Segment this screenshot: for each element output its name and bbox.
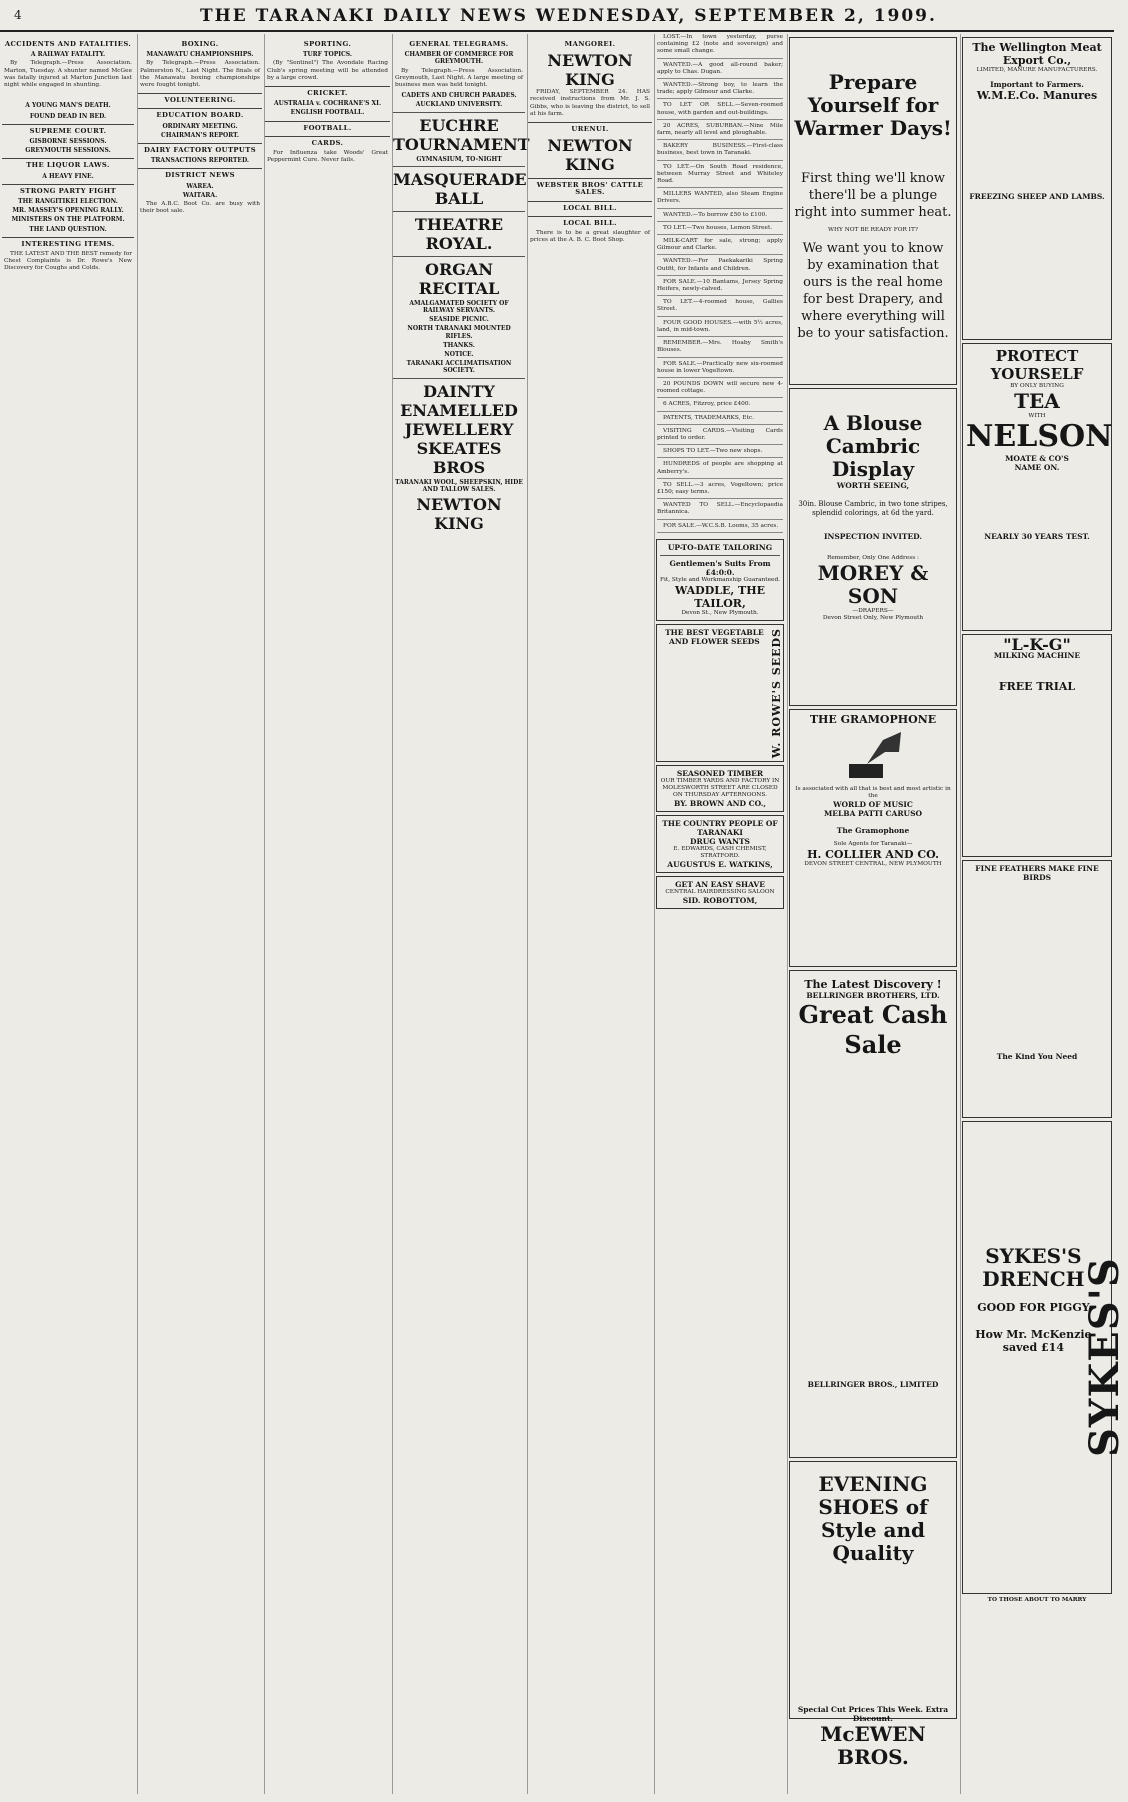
classified-ad: TO LET.—4-roomed house, Gallies Street.	[657, 299, 783, 316]
column-6	[654, 34, 785, 1794]
euchre-heading: EUCHRE TOURNAMENT	[393, 115, 530, 154]
sykes: SYKES'S DRENCH	[982, 1244, 1085, 1291]
tailoring-name: WADDLE, THE TAILOR,	[674, 583, 765, 610]
blouse-sub: WORTH SEEING,	[836, 481, 910, 490]
heading-interesting-items: INTERESTING ITEMS.	[2, 237, 134, 248]
seeds-body	[660, 628, 769, 758]
sub-auckland-university: AUCKLAND UNIVERSITY.	[415, 101, 503, 109]
blouse-ad	[789, 388, 957, 706]
heading-supreme-court: SUPREME COURT.	[2, 124, 134, 135]
gramophone-horn	[843, 730, 903, 782]
masquerade-heading: MASQUERADE BALL	[393, 169, 527, 208]
page-number: 4	[14, 8, 22, 22]
prepare-claim: We want you to know by examination that ours is the real home for best Drapery, and where everything will be to your satisfaction.	[797, 241, 949, 341]
drench-vertical: SYKES'S	[1080, 1257, 1128, 1458]
chemist: E. EDWARDS, CASH CHEMIST, STRATFORD.	[673, 845, 767, 859]
meat-export-ad	[962, 37, 1112, 340]
gym-tonight: GYMNASIUM, TO-NIGHT	[416, 155, 502, 163]
col3-tail: For Influenza take Woods' Great Peppermint Cure. Never fails.	[267, 150, 388, 164]
classified-ad: TO LET.—Two houses, Lemon Street.	[657, 225, 783, 235]
meat-sub: LIMITED, MANURE MANUFACTURERS.	[976, 67, 1098, 73]
heading-general-telegrams: GENERAL TELEGRAMS.	[409, 40, 509, 48]
classified-ad: FOR SALE.—10 Bantams, Jersey Spring Heifers, newly-calved.	[657, 279, 783, 296]
classified-ad: REMEMBER.—Mrs. Hoaby Smith's Blouses.	[657, 340, 783, 357]
heading-party-fight: STRONG PARTY FIGHT	[2, 184, 134, 195]
gramophone-world: WORLD OF MUSIC	[833, 800, 913, 809]
classified-ad: FOR SALE.—W.C.S.B. Looms, 35 acres.	[657, 523, 783, 533]
sub-ministers: MINISTERS ON THE PLATFORM.	[11, 216, 125, 224]
newton-king-lead: FRIDAY, SEPTEMBER 24. HAS received instructions from Mr. J. S. Gibbs, who is leaving the district, to sell at his farm.	[530, 89, 650, 117]
sub-notice: NOTICE.	[444, 351, 474, 359]
prepare-title: Prepare Yourself for Warmer Days!	[794, 70, 952, 140]
theatre-heading: THEATRE ROYAL.	[414, 214, 504, 253]
sub-gisborne: GISBORNE SESSIONS.	[29, 138, 107, 146]
auctioneer: AUGUSTUS E. WATKINS,	[667, 859, 773, 869]
tailoring-title: UP-TO-DATE TAILORING	[667, 542, 773, 552]
tailoring-fit: Fit, Style and Workmanship Guaranteed.	[660, 576, 781, 583]
prepare-why: WHY NOT BE READY FOR IT?	[828, 227, 918, 233]
classified-ad: WANTED.—For Paekakariki Spring Outfit, for Infants and Children.	[657, 258, 783, 275]
timber-title: SEASONED TIMBER	[676, 768, 764, 778]
classified-ad: 6 ACRES, Fitzroy, price £400.	[657, 401, 783, 411]
heading-cricket: CRICKET.	[265, 86, 390, 97]
column-4	[392, 34, 530, 1794]
free-trial: FREE TRIAL	[998, 680, 1076, 693]
bellringer-final: BELLRINGER BROS., LIMITED	[807, 1380, 939, 1389]
telegrams-lead: By Telegraph.—Press Association. Greymouth, Last Night. A large meeting of business men was held tonight.	[395, 67, 523, 89]
sub-turf-topics: TURF TOPICS.	[302, 51, 353, 59]
nelson: NELSON	[966, 419, 1113, 454]
prepare-ad	[789, 37, 957, 385]
gramophone-tag: The Gramophone	[836, 826, 910, 835]
column-2	[137, 34, 262, 1794]
important: Important to Farmers.	[990, 80, 1084, 89]
col1-tail: THE LATEST AND THE BEST remedy for Chest Complaints is Dr. Rowe's New Discovery for Coughs and Colds.	[4, 251, 132, 272]
heading-football: FOOTBALL.	[265, 121, 390, 132]
prepare-body: First thing we'll know there'll be a plunge right into summer heat.	[794, 171, 952, 220]
divider	[393, 211, 525, 212]
shave-ad	[656, 876, 784, 909]
seeds-ad	[656, 624, 784, 762]
sub-australia: AUSTRALIA v. COCHRANE'S XI.	[273, 100, 382, 108]
sub-cadets: CADETS AND CHURCH PARADES.	[401, 92, 517, 100]
latest-title: The Latest Discovery !	[804, 978, 942, 991]
classified-ad: 20 POUNDS DOWN will secure new 4-roomed cottage.	[657, 381, 783, 398]
divider	[393, 166, 525, 167]
masthead-title: THE TARANAKI DAILY NEWS WEDNESDAY, SEPTEMBER 2, 1909.	[200, 6, 937, 26]
classified-ad: VISITING CARDS.—Visiting Cards printed to order.	[657, 428, 783, 445]
gramophone-agent-address: DEVON STREET CENTRAL, NEW PLYMOUTH	[804, 861, 942, 867]
shave-owner: SID. ROBOTTOM,	[682, 895, 758, 905]
shave-body: CENTRAL HAIRDRESSING SALOON	[665, 888, 775, 895]
tailoring-ad	[656, 539, 784, 621]
heading-education-board: EDUCATION BOARD.	[138, 108, 262, 119]
by-buying: BY ONLY BUYING	[1010, 383, 1064, 389]
tailoring-address: Devon St., New Plymouth.	[681, 609, 759, 616]
article-lead: By Telegraph.—Press Association. Marton, Tuesday. A shunter named McGee was fatally injured at Marton Junction last night while engaged in shunting.	[4, 60, 132, 89]
gramophone-claim: Is associated with all that is best and most artistic in the	[795, 786, 951, 799]
name-on: NAME ON.	[1014, 463, 1060, 472]
tea: TEA	[1014, 389, 1060, 413]
skeates-heading: SKEATES BROS	[416, 438, 502, 477]
morey: MOREY & SON	[817, 561, 929, 608]
filler-text	[4, 92, 132, 99]
divider	[393, 256, 525, 257]
saved: How Mr. McKenzie saved £14	[975, 1328, 1092, 1354]
sub-warea: WAREA.	[186, 182, 214, 190]
sub-land: THE LAND QUESTION.	[29, 225, 107, 233]
moate: MOATE & CO'S	[1005, 454, 1069, 463]
blouse-body: 30in. Blouse Cambric, in two tone stripes, splendid colorings, at 6d the yard.	[798, 500, 948, 517]
classifieds	[655, 34, 785, 533]
gramophone-ad	[789, 709, 957, 967]
sykes-ad	[962, 1121, 1128, 1594]
classified-ad: WANTED.—Strong boy, to learn the trade; apply Gilmour and Clarke.	[657, 82, 783, 99]
classified-ad: TO LET OR SELL.—Seven-roomed house, with garden and out-buildings.	[657, 102, 783, 119]
fine-feathers: FINE FEATHERS MAKE FINE BIRDS	[975, 864, 1099, 882]
shave-title: GET AN EASY SHAVE	[675, 879, 765, 889]
sub-chamber: CHAMBER OF COMMERCE FOR GREYMOUTH.	[404, 51, 514, 66]
seeds-vertical: W. ROWE'S SEEDS	[769, 627, 783, 758]
heading-sporting: SPORTING.	[303, 40, 352, 48]
sub-acclimatisation: TARANAKI ACCLIMATISATION SOCIETY.	[406, 360, 512, 375]
fine-feathers-ad	[962, 860, 1112, 1118]
nelson-tea-ad	[962, 343, 1112, 631]
wmeco: W.M.E.Co. Manures	[976, 89, 1098, 102]
sub-transactions: TRANSACTIONS REPORTED.	[150, 157, 250, 165]
sub-chairmans-report: CHAIRMAN'S REPORT.	[161, 131, 239, 139]
column-8	[960, 34, 1128, 1794]
bellringer-ad	[789, 970, 957, 1458]
sub-thanks: THANKS.	[443, 341, 475, 349]
milking: MILKING MACHINE	[993, 651, 1081, 660]
classified-ad: LOST.—In town yesterday, purse containing £2 (note and sovereign) and some small change.	[657, 34, 783, 59]
heading-local-bill-1: LOCAL BILL.	[528, 201, 652, 212]
cash-sale: Great Cash Sale	[798, 1000, 948, 1059]
to-those: TO THOSE ABOUT TO MARRY	[987, 1597, 1087, 1603]
timber-ad	[656, 765, 784, 812]
classified-ad: WANTED TO SELL.—Encyclopaedia Britannica.	[657, 502, 783, 519]
col5-tail: There is to be a great slaughter of prices at the A. B. C. Boot Shop.	[530, 230, 650, 244]
classified-ad: 20 ACRES, SUBURBAN.—Nine Mile farm, nearly all level and ploughable.	[657, 123, 783, 140]
heading-liquor-laws: THE LIQUOR LAWS.	[2, 158, 134, 169]
sub-waitara: WAITARA.	[182, 191, 218, 199]
sub-massey: MR. MASSEY'S OPENING RALLY.	[12, 207, 124, 215]
jewellery-heading: DAINTY ENAMELLED JEWELLERY	[400, 381, 518, 439]
sub-english-football: ENGLISH FOOTBALL.	[290, 109, 365, 117]
sub-rangitikei: THE RANGITIKEI ELECTION.	[18, 198, 118, 206]
mcewen: McEWEN BROS.	[820, 1722, 926, 1769]
country-title: THE COUNTRY PEOPLE OF TARANAKI	[662, 818, 778, 837]
sub-mounted-rifles: NORTH TARANAKI MOUNTED RIFLES.	[407, 325, 511, 340]
col2-tail: The A.B.C. Boot Co. are busy with their boot sale.	[140, 201, 260, 215]
heading-dairy-outputs: DAIRY FACTORY OUTPUTS	[138, 143, 262, 154]
heading-local-bill-2: LOCAL BILL.	[528, 216, 652, 227]
divider	[393, 378, 525, 379]
classified-ad: HUNDREDS of people are shopping at Amberry's.	[657, 461, 783, 478]
masthead	[0, 0, 1114, 32]
classified-ad: FOR SALE.—Practically new six-roomed house in lower Vogeltown.	[657, 361, 783, 378]
gramophone-icon	[843, 730, 903, 782]
seeds-title: THE BEST VEGETABLE AND FLOWER SEEDS	[665, 627, 764, 646]
classified-ad: TO SELL.—3 acres, Vogeltown; price £150; easy terms.	[657, 482, 783, 499]
evening-shoes-ad	[789, 1461, 957, 1769]
special-prices: Special Cut Prices This Week. Extra Discount.	[797, 1705, 949, 1723]
heading-cards: CARDS.	[265, 136, 390, 147]
sub-manawatu: MANAWATU CHAMPIONSHIPS.	[146, 51, 254, 59]
divider	[660, 555, 780, 556]
protect: PROTECT YOURSELF	[990, 347, 1084, 383]
sub-heavy-fine: A HEAVY FINE.	[42, 172, 94, 180]
sporting-lead: (By "Sentinel") The Avondale Racing Club's spring meeting will be attended by a large crowd.	[267, 60, 388, 81]
good-for-piggy: GOOD FOR PIGGY	[977, 1301, 1090, 1314]
sub-young-man: A YOUNG MAN'S DEATH.	[25, 102, 111, 110]
heading-webster: WEBSTER BROS' CATTLE SALES.	[528, 178, 652, 196]
country-ad	[656, 815, 784, 873]
boxing-lead: By Telegraph.—Press Association. Palmerston N., Last Night. The finals of the Manawatu boxing championships were fought tonight.	[140, 60, 260, 89]
newton-king-2: NEWTON KING	[547, 136, 633, 175]
classified-ad: WANTED.—A good all-round baker; apply to Chas. Dugan.	[657, 62, 783, 79]
inspection: INSPECTION INVITED.	[823, 532, 923, 541]
classified-ad: SHOPS TO LET.—Two new shops.	[657, 448, 783, 458]
meat-title: The Wellington Meat Export Co.,	[972, 41, 1102, 67]
heading-boxing: BOXING.	[181, 40, 219, 48]
sub-railway: A RAILWAY FATALITY.	[30, 51, 106, 59]
sub-seaside-picnic: SEASIDE PICNIC.	[429, 316, 489, 324]
sub-ordinary-meeting: ORDINARY MEETING.	[162, 122, 238, 130]
newton-king-1: NEWTON KING	[547, 51, 633, 90]
sub-found-dead: FOUND DEAD IN BED.	[29, 112, 107, 120]
heading-volunteering: VOLUNTEERING.	[138, 93, 262, 104]
classified-ad: MILK-CART for sale, strong; apply Gilmour and Clarke.	[657, 238, 783, 255]
gramophone-agent-name: H. COLLIER AND CO.	[807, 848, 939, 861]
gramophone-title: THE GRAMOPHONE	[809, 713, 937, 726]
morey-address: Devon Street Only, New Plymouth	[822, 615, 924, 621]
blouse-title: A Blouse Cambric Display	[823, 411, 923, 481]
sub-railway-servants: AMALGAMATED SOCIETY OF RAILWAY SERVANTS.	[409, 299, 509, 315]
kind-you-need: The Kind You Need	[996, 1052, 1078, 1061]
lkg-ad	[962, 634, 1112, 857]
nearly: NEARLY 30 YEARS TEST.	[984, 532, 1090, 541]
tailoring-price: Gentlemen's Suits From £4:0:0.	[669, 558, 771, 577]
heading-accidents: ACCIDENTS AND FATALITIES.	[4, 40, 132, 48]
organ-heading: ORGAN RECITAL	[418, 259, 500, 298]
drapers: —DRAPERS—	[852, 608, 894, 614]
classified-ad: PATENTS, TRADEMARKS, Etc.	[657, 415, 783, 425]
divider	[393, 112, 525, 113]
bellringer-name: BELLRINGER BROTHERS, LTD.	[806, 991, 940, 1000]
column-3	[264, 34, 390, 1794]
heading-district-news: DISTRICT NEWS	[138, 168, 262, 179]
drug-wants: DRUG WANTS	[690, 836, 750, 846]
heading-mangorei: MANGOREI.	[564, 40, 616, 48]
gramophone-agents: Sole Agents for Taranaki—	[833, 841, 913, 847]
freezing: FREEZING SHEEP AND LAMBS.	[969, 192, 1105, 201]
column-7	[787, 34, 958, 1794]
gramophone-artists: MELBA PATTI CARUSO	[823, 809, 923, 818]
evening-title: EVENING SHOES of Style and Quality	[818, 1472, 928, 1565]
with: WITH	[1028, 413, 1046, 419]
sub-greymouth: GREYMOUTH SESSIONS.	[25, 147, 111, 155]
lkg: "L-K-G"	[1003, 635, 1071, 654]
timber-body: OUR TIMBER YARDS AND FACTORY IN MOLESWORTH STREET ARE CLOSED ON THURSDAY AFTERNOONS.	[660, 777, 780, 798]
heading-urenui: URENUI.	[528, 122, 652, 133]
column-1	[2, 34, 134, 1794]
column-5	[527, 34, 652, 1794]
newton-king-heading: NEWTON KING	[416, 495, 502, 534]
remember: Remember, Only One Address :	[827, 555, 919, 561]
classified-ad: FOUR GOOD HOUSES.—with 5½ acres, land, in mid-town.	[657, 320, 783, 337]
classified-ad: MILLERS WANTED, also Steam Engine Drivers.	[657, 191, 783, 208]
sub-wool-sales: TARANAKI WOOL, SHEEPSKIN, HIDE AND TALLOW SALES.	[395, 478, 523, 493]
classified-ad: BAKERY BUSINESS.—First-class business, best town in Taranaki.	[657, 143, 783, 160]
classified-ad: TO LET.—On South Road residence, between Murray Street and Whiteley Road.	[657, 164, 783, 189]
classified-ad: WANTED.—To borrow £50 to £100.	[657, 212, 783, 222]
timber-firm: BY. BROWN AND CO.,	[674, 798, 766, 808]
